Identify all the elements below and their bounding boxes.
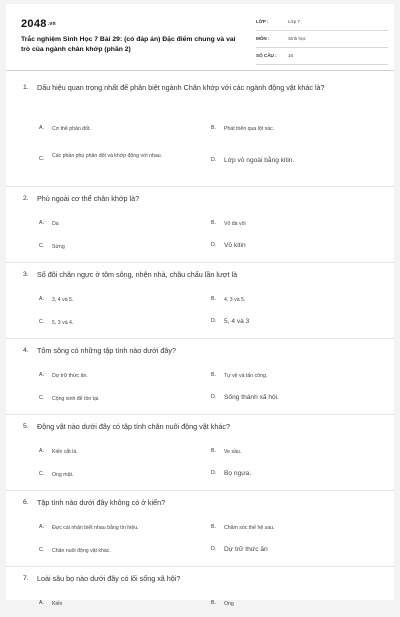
page-title: Trắc nghiệm Sinh Học 7 Bài 29: (có đáp án) Đặc điểm chung và vai trò của ngành chân khớp (phần 2) <box>21 36 236 53</box>
document-page <box>6 4 394 607</box>
question-text: Động vật nào dưới đây có tập tính chăn nuôi động vật khác? <box>37 422 230 431</box>
question-item: 5. Động vật nào dưới đây có tập tính chăn nuôi động vật khác? A. Kiến cắt lá. B. Ve sầu. C. Ong mật. D. Bọ ngựa. <box>6 415 394 491</box>
page-header <box>6 4 394 71</box>
question-text: Tập tính nào dưới đây không có ở kiến? <box>37 498 166 507</box>
meta-info <box>256 15 388 66</box>
meta-subject: MÔN : Sinh học <box>256 32 388 48</box>
question-item: 7. Loài sâu bọ nào dưới đây có lối sống xã hội? A. Kiến B. Ong <box>6 567 394 617</box>
question-item: 6. Tập tính nào dưới đây không có ở kiến? A. Đực cái nhận biết nhau bằng tín hiệu. B. Chăm sóc thế hệ sau. C. Chăn nuôi động vật khác. D. Dự trữ thức ăn <box>6 491 394 567</box>
meta-class: LỚP : Lớp 7 <box>256 15 388 31</box>
question-number: 1. <box>23 84 29 91</box>
question-number: 6. <box>23 499 29 506</box>
question-number: 5. <box>23 423 29 430</box>
question-text: Dấu hiệu quan trọng nhất để phân biệt ngành Chân khớp với các ngành động vật khác là? <box>37 83 325 92</box>
question-text: Loài sâu bọ nào dưới đây có lối sống xã hội? <box>37 574 181 583</box>
site-logo[interactable]: 2048.vn <box>21 18 56 30</box>
question-number: 2. <box>23 195 29 202</box>
question-number: 4. <box>23 347 29 354</box>
question-number: 7. <box>23 575 29 582</box>
question-text: Số đôi chân ngực ở tôm sông, nhện nhà, châu chấu lần lượt là <box>37 270 238 279</box>
question-item: 1. Dấu hiệu quan trọng nhất để phân biệt ngành Chân khớp với các ngành động vật khác là? A. Cơ thể phân đốt. B. Phát triển qua lột xác. C. Các phần phụ phân đốt và khớp động với nhau. D. Lớp vỏ ngoài bằng kitin. <box>6 82 394 187</box>
question-text: Tôm sông có những tập tính nào dưới đây? <box>37 346 177 355</box>
question-list <box>6 82 394 617</box>
question-item: 3. Số đôi chân ngực ở tôm sông, nhện nhà, châu chấu lần lượt là A. 3, 4 và 5. B. 4, 3 và 5. C. 5, 3 và 4. D. 5, 4 và 3 <box>6 263 394 339</box>
question-text: Phủ ngoài cơ thể chân khớp là? <box>37 194 140 203</box>
question-item: 4. Tôm sông có những tập tính nào dưới đây? A. Dự trữ thức ăn. B. Tự vệ và tấn công. C. Cộng sinh để tồn tại. D. Sống thành xã hội. <box>6 339 394 415</box>
question-item: 2. Phủ ngoài cơ thể chân khớp là? A. Da B. Vỏ đá vôi C. Sừng D. Vỏ kitin <box>6 187 394 263</box>
question-number: 3. <box>23 271 29 278</box>
meta-question-count: SỐ CÂU : 16 <box>256 49 388 65</box>
